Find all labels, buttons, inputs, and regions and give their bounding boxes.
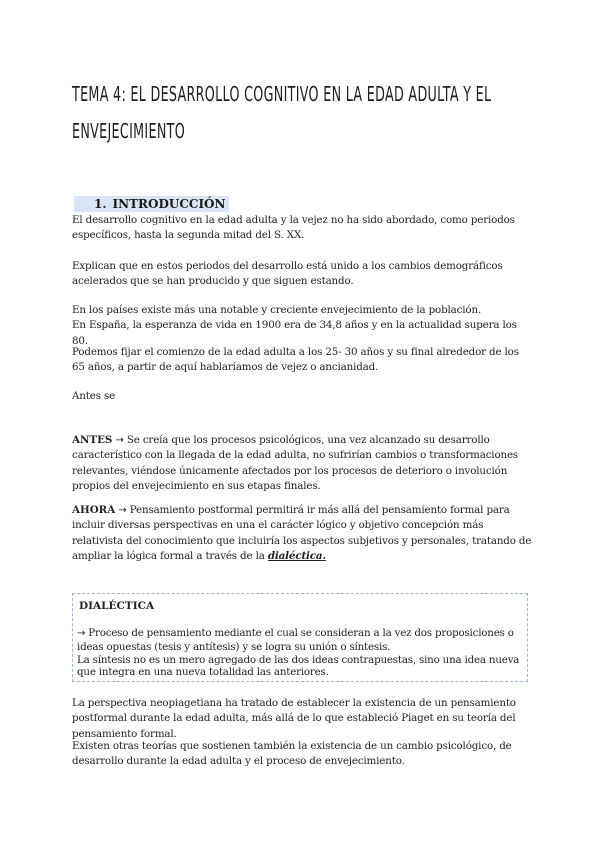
dialectica-definition-box <box>72 593 528 682</box>
section-title: INTRODUCCIÓN <box>112 197 226 211</box>
title-line-1: TEMA 4: EL DESARROLLO COGNITIVO EN LA EDAD ADULTA Y EL <box>72 82 492 106</box>
paragraph-intro: El desarrollo cognitivo en la edad adulta y la vejez no ha sido abordado, como periodos específicos, hasta la segunda mitad del S. XX. <box>72 214 515 242</box>
paragraph-other-theories: Existen otras teorías que sostienen también la existencia de un cambio psicológico, de desarrollo durante la edad adulta y el proceso de envejecimiento. <box>72 740 512 768</box>
paragraph-life-expectancy: En España, la esperanza de vida en 1900 era de 34,8 años y en la actualidad supera los 80. <box>72 319 517 347</box>
title-line-2: ENVEJECIMIENTO <box>72 119 186 143</box>
paragraph-aging-line: En los países existe más una notable y creciente envejecimiento de la población. <box>72 304 482 316</box>
paragraph-neopiagetian: La perspectiva neopiagetiana ha tratado de establecer la existencia de un pensamiento postformal durante la edad adulta, más allá de lo que estableció Piaget en su teoría del pensamiento formal. <box>72 697 516 740</box>
arrow-right-icon: → <box>115 435 124 446</box>
ahora-text: Pensamiento postformal permitirá ir más allá del pensamiento formal para incluir diversas perspectivas en una el carácter lógico y objetivo concepción más relativista del conocimiento que incluiría los aspectos subjetivos y personales, tratando de ampliar la lógica formal a través de la <box>72 504 532 562</box>
section-heading-highlight <box>74 196 229 212</box>
paragraph-antes-se: Antes se <box>72 390 116 402</box>
antes-text: Se creía que los procesos psicológicos, una vez alcanzado su desarrollo característico con la llegada de la edad adulta, no sufrirían cambios o transformaciones relevantes, viéndose únicamente afectados por los procesos de deterioro o involución propios del envejecimiento en sus etapas finales. <box>72 434 519 492</box>
arrow-right-icon: → <box>118 505 127 516</box>
arrow-right-icon: → <box>77 628 86 639</box>
antes-label: ANTES <box>72 434 113 446</box>
dialectica-link[interactable]: dialéctica. <box>267 549 326 562</box>
section-heading <box>94 197 229 211</box>
paragraph-antes <box>72 433 534 494</box>
dialectica-synthesis: La síntesis no es un mero agregado de las dos ideas contrapuestas, sino una idea nueva que integra en una nueva totalidad las anteriores. <box>77 653 520 679</box>
dialectica-box-text <box>77 627 527 679</box>
document-title <box>72 76 492 150</box>
dialectica-definition <box>77 627 527 654</box>
dialectica-box-title: DIALÉCTICA <box>79 600 155 612</box>
paragraph-ahora <box>72 503 534 564</box>
paragraph-aging <box>72 303 534 349</box>
paragraph-demographics: Explican que en estos periodos del desarrollo está unido a los cambios demográficos acelerados que se han producido y que siguen estando. <box>72 260 503 288</box>
dialectica-definition-text: Proceso de pensamiento mediante el cual se consideran a la vez dos proposiciones o ideas opuestas (tesis y antítesis) y se logra su unión o síntesis. <box>77 627 514 653</box>
ahora-label: AHORA <box>72 504 116 516</box>
section-number: 1. <box>94 197 107 211</box>
paragraph-adulthood-range: Podemos fijar el comienzo de la edad adulta a los 25- 30 años y su final alrededor de los 65 años, a partir de aquí hablaríamos de vejez o ancianidad. <box>72 346 519 374</box>
